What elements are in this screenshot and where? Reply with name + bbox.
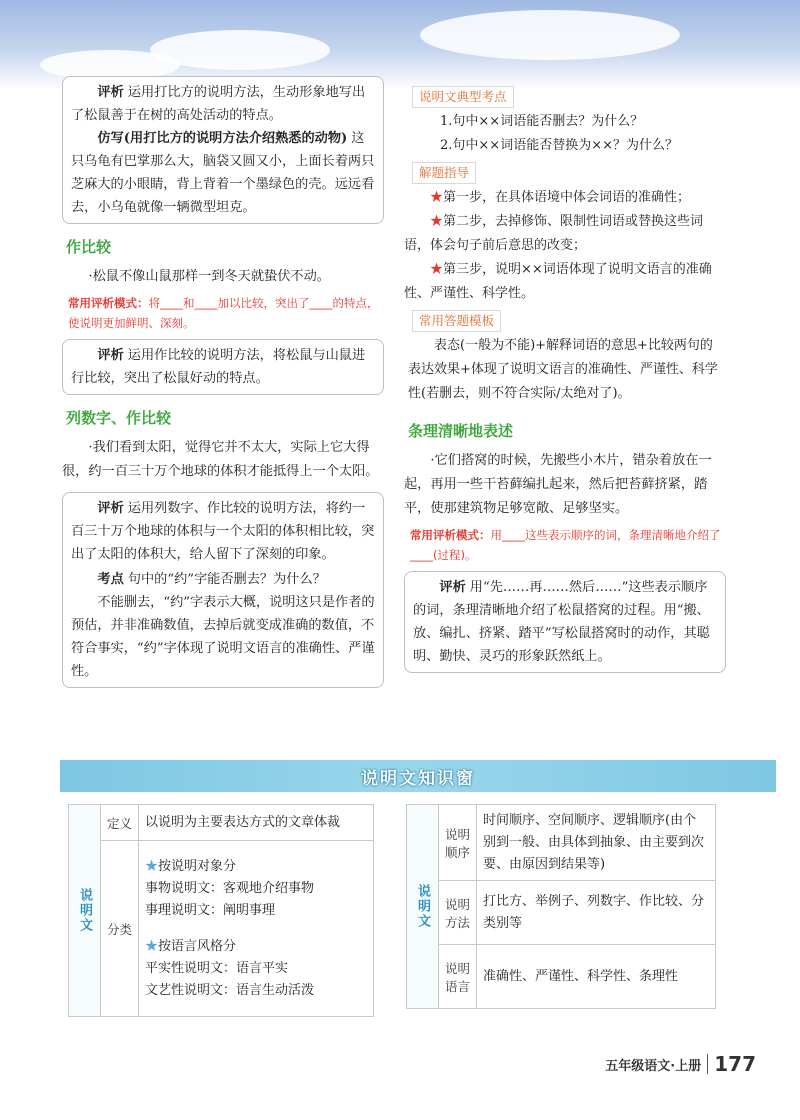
- star-icon: ★: [430, 262, 444, 277]
- group1-item: 事理说明文：阐明事理: [145, 902, 276, 918]
- group2-title: 按语言风格分: [158, 938, 237, 954]
- analysis-label: 评析: [97, 85, 124, 100]
- analysis-text: 用“先……再……然后……”这些表示顺序的词，条理清晰地介绍了松鼠搭窝的过程。用“搬、放、编扎、挤紧、踏平”写松鼠搭窝时的动作，其聪明、勤快、灵巧的形象跃然纸上。: [413, 580, 710, 664]
- kaodian-answer: 不能删去，“约”字表示大概，说明这只是作者的预估，并非准确数值，去掉后就变成准确的数值，不符合事实，“约”字体现了说明文语言的准确性、严谨性。: [71, 595, 375, 679]
- language-value: 准确性、严谨性、科学性、条理性: [477, 945, 716, 1009]
- footer-divider: [707, 1054, 708, 1074]
- step-2: ★第二步，去掉修饰、限制性词语或替换这些词语，体会句子前后意思的改变；: [404, 214, 704, 253]
- fangxie-label: 仿写(用打比方的说明方法介绍熟悉的动物): [97, 131, 348, 146]
- kaodian-text: 句中的“约”字能否删去？为什么？: [127, 572, 326, 587]
- pattern-text: 用____这些表示顺序的词，条理清晰地介绍了____(过程)。: [410, 528, 721, 562]
- example-sentence-2: ·松鼠不像山鼠那样一到冬天就蛰伏不动。: [88, 269, 330, 284]
- right-column: [404, 86, 726, 673]
- page-footer: [605, 1052, 756, 1076]
- definition-table: [68, 804, 374, 1017]
- analysis-text: 运用列数字、作比较的说明方法，将约一百三十万个地球的体积与一个太阳的体积相比较，突出了太阳的体积大，给人留下了深刻的印象。: [71, 501, 375, 562]
- group2-item: 平实性说明文：语言平实: [145, 960, 289, 976]
- banner-title: 说明文知识窗: [361, 768, 475, 789]
- analysis-label: 评析: [97, 348, 124, 363]
- fangxie-text: 这只乌龟有巴掌那么大，脑袋又圆又小，上面长着两只芝麻大的小眼睛，背上背着一个墨绿色的壳。远远看去，小乌龟就像一辆微型坦克。: [71, 131, 375, 215]
- def-label: 定义: [101, 805, 139, 841]
- kaodian-label: 考点: [97, 572, 124, 587]
- example-sentence-4: ·它们搭窝的时候，先搬些小木片，错杂着放在一起，再用一些干苔藓编扎起来，然后把苔藓挤紧，踏平，使那建筑物足够宽敞、足够坚实。: [404, 453, 712, 516]
- group2-item: 文艺性说明文：语言生动活泼: [145, 982, 315, 998]
- analysis-box-2: [62, 339, 384, 395]
- order-value: 时间顺序、空间顺序、逻辑顺序(由个别到一般、由具体到抽象、由主要到次要、由原因到结果等): [477, 805, 716, 881]
- star-icon: ★: [145, 938, 159, 954]
- step-3: ★第三步，说明××词语体现了说明文语言的准确性、严谨性、科学性。: [404, 262, 712, 301]
- heading-tiaoli: 条理清晰地表述: [408, 422, 514, 440]
- method-label: 说明方法: [439, 881, 477, 945]
- analysis-box-3: [62, 492, 384, 688]
- left-column: [62, 76, 384, 688]
- template-text: 表态(一般为不能)+解释词语的意思+比较两句的表达效果+体现了说明文语言的准确性、严谨性、科学性(若删去，则不符合实际/太绝对了)。: [408, 338, 718, 401]
- analysis-box-4: [404, 571, 726, 673]
- method-value: 打比方、举例子、列数字、作比较、分类别等: [477, 881, 716, 945]
- star-icon: ★: [145, 858, 159, 874]
- step-1: ★第一步，在具体语境中体会词语的准确性；: [430, 190, 691, 205]
- knowledge-window-banner: [60, 760, 776, 792]
- features-table: [406, 804, 716, 1009]
- analysis-box-1: [62, 76, 384, 224]
- example-sentence-3: ·我们看到太阳，觉得它并不太大，实际上它大得很，约一百三十万个地球的体积才能抵得上一个太阳。: [62, 440, 379, 479]
- pattern-label: 常用评析模式：: [68, 296, 149, 310]
- class-values: [139, 841, 374, 1017]
- analysis-label: 评析: [97, 501, 124, 516]
- def-value: 以说明为主要表达方式的文章体裁: [139, 805, 374, 841]
- star-icon: ★: [430, 190, 444, 205]
- book-title: 五年级语文·上册: [605, 1058, 702, 1074]
- star-icon: ★: [430, 214, 444, 229]
- heading-lieshuzi: 列数字、作比较: [66, 409, 172, 427]
- pattern-label: 常用评析模式：: [410, 528, 491, 542]
- group1-title: 按说明对象分: [158, 858, 237, 874]
- language-label: 说明语言: [439, 945, 477, 1009]
- guide-tag: 解题指导: [412, 162, 476, 184]
- pattern-text: 将____和____加以比较，突出了____的特点，使说明更加鲜明、深刻。: [68, 296, 379, 330]
- heading-zuobijiao: 作比较: [66, 238, 112, 256]
- analysis-pattern-4: [410, 525, 726, 565]
- question-1: 1.句中××词语能否删去？为什么？: [440, 114, 644, 129]
- kaodian-tag: 说明文典型考点: [412, 86, 514, 108]
- order-label: 说明顺序: [439, 805, 477, 881]
- class-label: 分类: [101, 841, 139, 1017]
- analysis-label: 评析: [439, 580, 466, 595]
- question-2: 2.句中××词语能否替换为××？为什么？: [440, 138, 678, 153]
- table-side-label: 说明文: [407, 805, 439, 1009]
- table-side-label: 说明文: [69, 805, 101, 1017]
- page-number: 177: [714, 1052, 756, 1076]
- group1-item: 事物说明文：客观地介绍事物: [145, 880, 315, 896]
- analysis-pattern-2: [68, 293, 384, 333]
- analysis-text: 运用打比方的说明方法，生动形象地写出了松鼠善于在树的高处活动的特点。: [71, 85, 366, 123]
- template-tag: 常用答题模板: [412, 310, 501, 332]
- analysis-text: 运用作比较的说明方法，将松鼠与山鼠进行比较，突出了松鼠好动的特点。: [71, 348, 366, 386]
